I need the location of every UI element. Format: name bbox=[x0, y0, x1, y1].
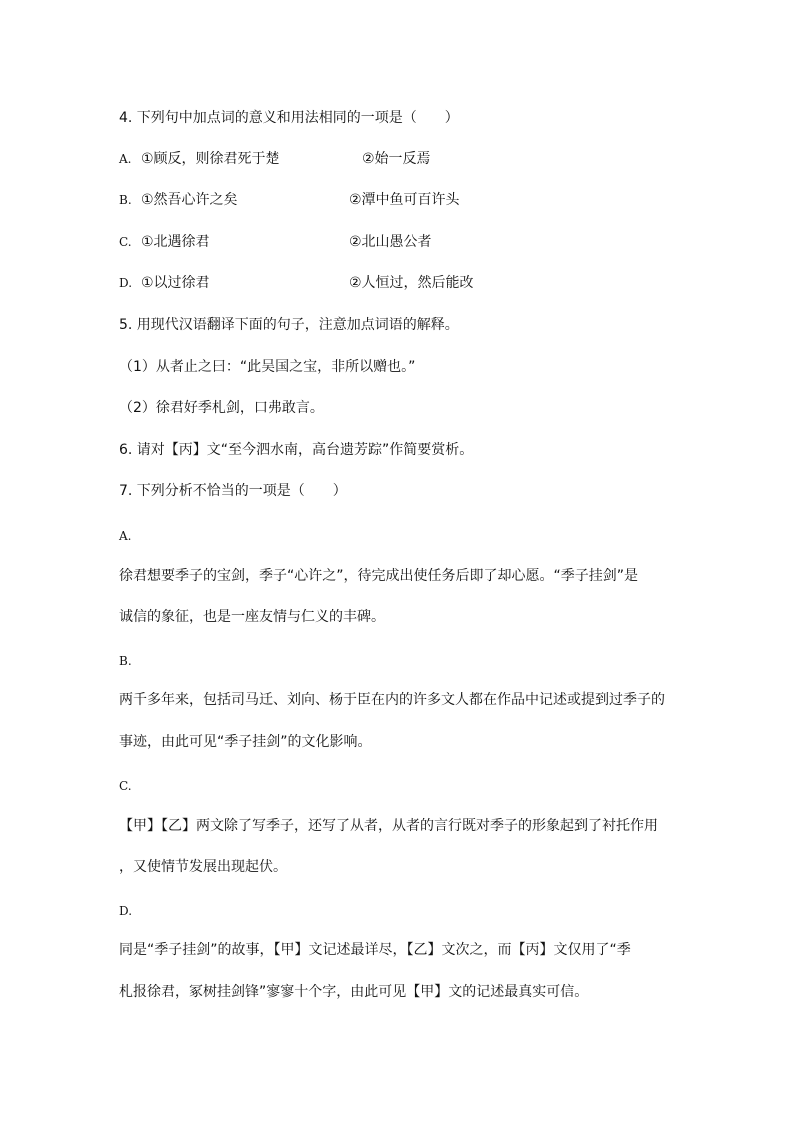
option-first-sentence: ①以过徐君 bbox=[141, 275, 210, 291]
q7-option-c-line-2: ，又使情节发展出现起伏。 bbox=[119, 859, 287, 875]
option-letter: A. bbox=[119, 152, 132, 166]
option-second-sentence: ②潭中鱼可百许头 bbox=[349, 192, 460, 208]
option-second-sentence: ②始一反焉 bbox=[362, 151, 431, 167]
q7-option-c-letter: C. bbox=[119, 779, 132, 793]
q7-option-d-line-2: 札报徐君，冢树挂剑锋”寥寥十个字，由此可见【甲】文的记述最真实可信。 bbox=[119, 984, 589, 1000]
q4-option-b bbox=[119, 190, 679, 210]
q4-stem: 4. 下列句中加点词的意义和用法相同的一项是（ ） bbox=[119, 110, 459, 126]
q7-stem: 7. 下列分析不恰当的一项是（ ） bbox=[119, 483, 347, 499]
q5-item-1: （1）从者止之曰：“此吴国之宝，非所以赠也。” bbox=[119, 359, 416, 375]
q7-option-b-letter: B. bbox=[119, 654, 132, 668]
option-first-sentence: ①顾反，则徐君死于楚 bbox=[141, 151, 280, 167]
q7-option-d-letter: D. bbox=[119, 904, 133, 918]
q5-stem: 5. 用现代汉语翻译下面的句子，注意加点词语的解释。 bbox=[119, 317, 459, 333]
q7-option-d-line-1: 同是“季子挂剑”的故事，【甲】文记述最详尽，【乙】文次之，而【丙】文仅用了“季 bbox=[119, 942, 631, 958]
q7-option-b-line-2: 事迹，由此可见“季子挂剑”的文化影响。 bbox=[119, 734, 372, 750]
q4-option-c bbox=[119, 232, 679, 252]
option-first-sentence: ①北遇徐君 bbox=[141, 234, 210, 250]
q5-item-2: （2）徐君好季札剑，口弗敢言。 bbox=[119, 400, 324, 416]
q7-option-b-line-1: 两千多年来，包括司马迁、刘向、杨于臣在内的许多文人都在作品中记述或提到过季子的 bbox=[119, 692, 665, 708]
option-letter: C. bbox=[119, 235, 132, 249]
q7-option-a-line-2: 诚信的象征，也是一座友情与仁义的丰碑。 bbox=[119, 609, 385, 625]
option-second-sentence: ②人恒过，然后能改 bbox=[349, 275, 474, 291]
q6-stem: 6. 请对【丙】文“至今泗水南，高台遗芳踪”作简要赏析。 bbox=[119, 442, 474, 458]
q4-option-d bbox=[119, 273, 679, 293]
option-letter: D. bbox=[119, 276, 133, 290]
q7-option-a-letter: A. bbox=[119, 529, 132, 543]
option-letter: B. bbox=[119, 193, 132, 207]
q7-option-c-line-1: 【甲】【乙】两文除了写季子，还写了从者，从者的言行既对季子的形象起到了衬托作用 bbox=[119, 818, 658, 834]
option-second-sentence: ②北山愚公者 bbox=[349, 234, 432, 250]
option-first-sentence: ①然吾心许之矣 bbox=[141, 192, 238, 208]
q7-option-a-line-1: 徐君想要季子的宝剑，季子“心许之”，待完成出使任务后即了却心愿。“季子挂剑”是 bbox=[119, 568, 639, 584]
q4-option-a bbox=[119, 149, 679, 169]
